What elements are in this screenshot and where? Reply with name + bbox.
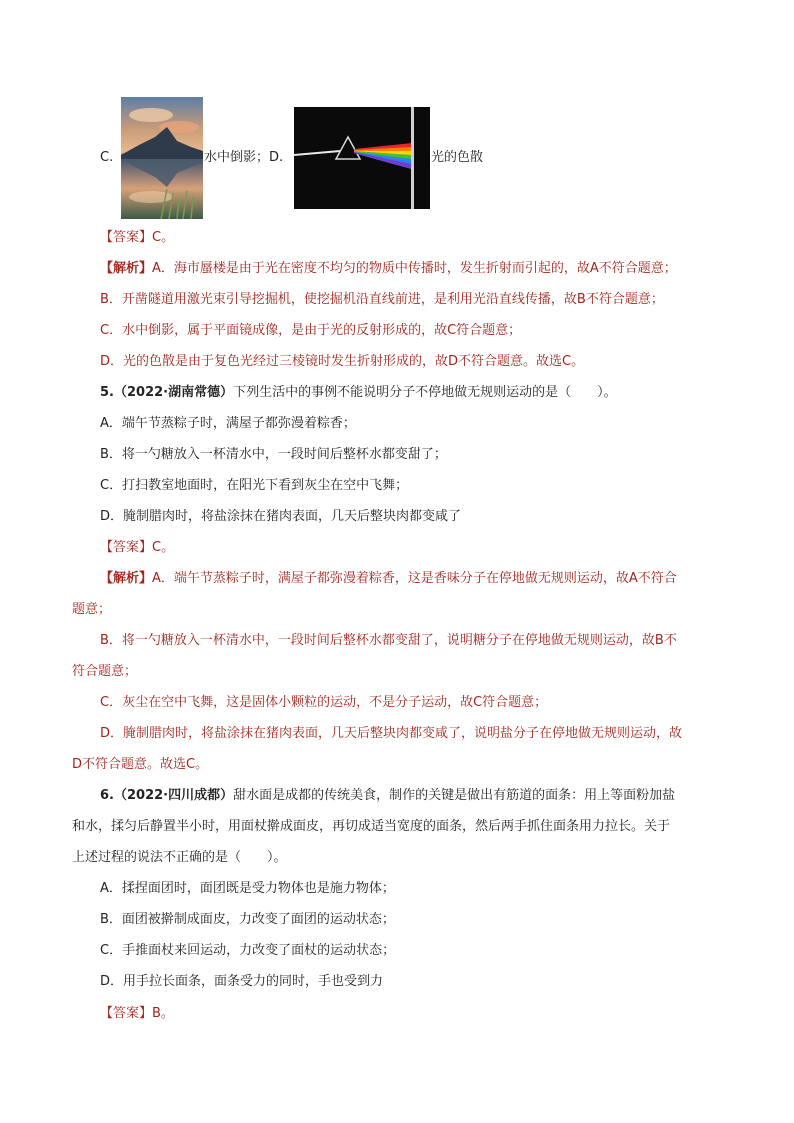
q5-analysis-label: 【解析】 (100, 571, 153, 586)
q5-analysis-d: D．腌制腊肉时，将盐涂抹在猪肉表面，几天后整块肉都变咸了，说明盐分子在停地做无规则运动，故 (100, 726, 683, 741)
q6-stem-3: 上述过程的说法不正确的是（ ）。 (72, 850, 287, 865)
q4-analysis-d: D．光的色散是由于复色光经过三棱镜时发生折射形成的，故D不符合题意。故选C。 (100, 354, 585, 369)
prism-dispersion-image (294, 107, 430, 209)
q5-analysis-a-cont: 题意； (72, 602, 112, 617)
q6-stem-2: 和水，揉匀后静置半小时，用面杖擀成面皮，再切成适当宽度的面条，然后两手抓住面条用力拉长。关于 (72, 819, 671, 834)
q5-analysis-a (100, 569, 677, 589)
q6-option-c: C．手推面杖来回运动，力改变了面杖的运动状态； (100, 943, 396, 958)
q5-option-c: C．打扫教室地面时，在阳光下看到灰尘在空中飞舞； (100, 478, 409, 493)
q5-analysis-a-text: A．端午节蒸粽子时，满屋子都弥漫着粽香，这是香味分子在停地做无规则运动，故A不符合 (152, 571, 677, 586)
option-d-text: 光的色散 (431, 150, 484, 165)
q5-analysis-b-cont: 符合题意； (72, 664, 138, 679)
q6-question (100, 786, 675, 806)
q5-answer: 【答案】C。 (100, 540, 175, 555)
option-c-text: 水中倒影；D. (204, 150, 284, 165)
q5-analysis-b: B．将一勺糖放入一杯清水中，一段时间后整杯水都变甜了，说明糖分子在停地做无规则运动，故B不 (100, 633, 677, 648)
q5-option-d: D．腌制腊肉时，将盐涂抹在猪肉表面，几天后整块肉都变咸了 (100, 509, 462, 524)
q4-analysis-a (100, 259, 677, 279)
q5-stem: 下列生活中的事例不能说明分子不停地做无规则运动的是（ ）。 (233, 385, 617, 400)
q4-analysis-a-text: A．海市蜃楼是由于光在密度不均匀的物质中传播时，发生折射而引起的，故A不符合题意； (152, 261, 677, 276)
q5-option-a: A．端午节蒸粽子时，满屋子都弥漫着粽香； (100, 416, 356, 431)
q5-analysis-d-cont: D不符合题意。故选C。 (72, 757, 209, 772)
lake-reflection-image (121, 97, 203, 219)
option-c-prefix: C. (100, 150, 114, 165)
q5-option-b: B．将一勺糖放入一杯清水中，一段时间后整杯水都变甜了； (100, 447, 447, 462)
q6-number: 6.（2022·四川成都） (100, 788, 234, 803)
q6-stem-1: 甜水面是成都的传统美食，制作的关键是做出有筋道的面条：用上等面粉加盐 (233, 788, 676, 803)
q5-question (100, 383, 617, 403)
q6-option-b: B．面团被擀制成面皮，力改变了面团的运动状态； (100, 912, 395, 927)
q6-option-a: A．揉捏面团时，面团既是受力物体也是施力物体； (100, 881, 395, 896)
q5-number: 5.（2022·湖南常德） (100, 385, 234, 400)
q6-option-d: D．用手拉长面条，面条受力的同时，手也受到力 (100, 974, 384, 989)
q4-analysis-b: B．开凿隧道用激光束引导挖掘机，使挖掘机沿直线前进，是利用光沿直线传播，故B不符合题意； (100, 292, 664, 307)
q6-answer: 【答案】B。 (100, 1006, 174, 1021)
q4-answer: 【答案】C。 (100, 230, 175, 245)
q4-analysis-label: 【解析】 (100, 261, 153, 276)
q4-analysis-c: C．水中倒影，属于平面镜成像，是由于光的反射形成的，故C符合题意； (100, 323, 522, 338)
q5-analysis-c: C．灰尘在空中飞舞，这是固体小颗粒的运动，不是分子运动，故C符合题意； (100, 695, 548, 710)
